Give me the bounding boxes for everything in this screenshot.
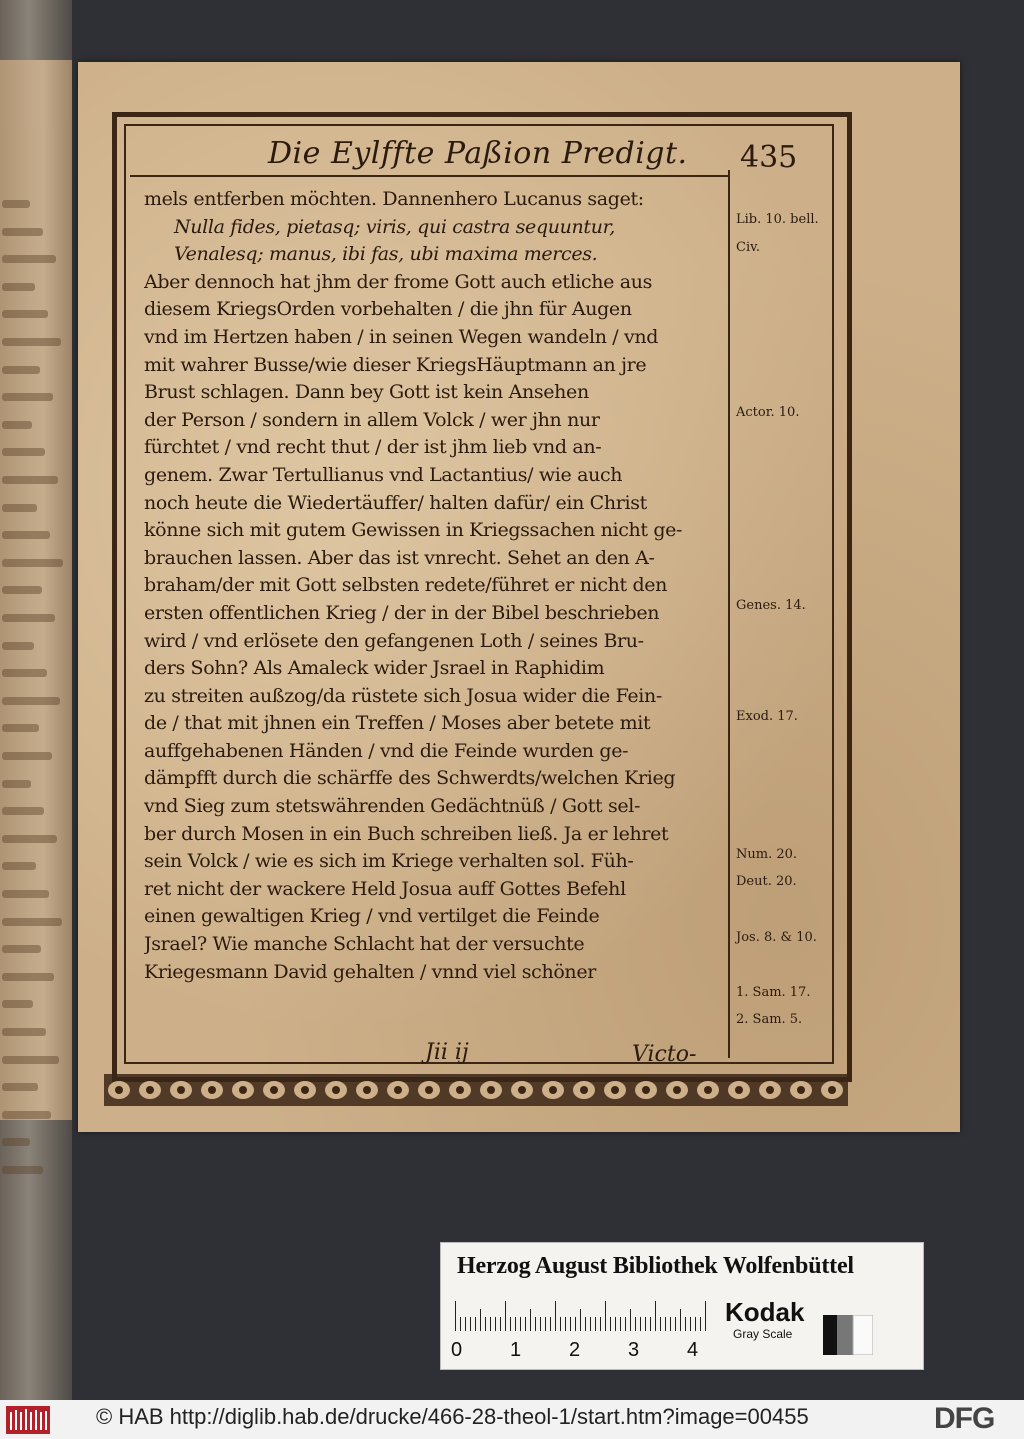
ruler-tick xyxy=(550,1317,551,1331)
ornament-dot xyxy=(580,1086,588,1094)
text-line: dämpfft durch die schärffe des Schwerdts/welchen Krieg xyxy=(144,767,676,790)
text-line: noch heute die Wiedertäuffer/ halten dafür/ ein Christ xyxy=(144,491,647,514)
ghost-text-line xyxy=(2,1083,38,1091)
marginal-note: Num. 20. xyxy=(736,846,798,862)
ruler-tick xyxy=(685,1317,686,1331)
ghost-text-line xyxy=(2,918,62,926)
text-line: Jsrael? Wie manche Schlacht hat der versuchte xyxy=(144,933,585,956)
marginal-note: 2. Sam. 5. xyxy=(736,1012,803,1028)
text-line: mit wahrer Busse/wie dieser KriegsHäuptmann an jre xyxy=(144,353,647,376)
ruler-tick xyxy=(480,1309,481,1331)
ruler-tick xyxy=(575,1317,576,1331)
ghost-text-line xyxy=(2,752,52,760)
library-label xyxy=(440,1242,924,1370)
ruler-tick xyxy=(680,1309,681,1331)
ghost-text-line xyxy=(2,504,37,512)
ruler-tick xyxy=(560,1317,561,1331)
ornament-dot xyxy=(549,1086,557,1094)
ruler-tick xyxy=(675,1317,676,1331)
ruler-tick xyxy=(625,1317,626,1331)
ruler-tick xyxy=(585,1317,586,1331)
ruler-tick xyxy=(510,1317,511,1331)
ruler-tick xyxy=(565,1317,566,1331)
ruler-tick xyxy=(465,1317,466,1331)
marginal-note: Deut. 20. xyxy=(736,874,797,890)
ornament-dot xyxy=(487,1086,495,1094)
ornament-border xyxy=(104,1070,848,1110)
ornament-dot xyxy=(239,1086,247,1094)
ruler-tick xyxy=(630,1309,631,1331)
ruler-tick xyxy=(530,1309,531,1331)
ghost-text-line xyxy=(2,228,43,236)
text-line: Venalesq; manus, ibi fas, ubi maxima merces. xyxy=(174,243,598,266)
ruler-tick xyxy=(700,1317,701,1331)
ruler-number: 3 xyxy=(628,1339,640,1361)
ruler-tick xyxy=(635,1317,636,1331)
ornament-dot xyxy=(704,1086,712,1094)
text-line: Nulla fides, pietasq; viris, qui castra sequuntur, xyxy=(174,215,615,238)
text-line: einen gewaltigen Krieg / vnd vertilget die Feinde xyxy=(144,905,600,928)
margin-rule xyxy=(728,170,730,1058)
ghost-text-line xyxy=(2,669,47,677)
footer-bar xyxy=(0,1400,1024,1439)
text-line: Aber dennoch hat jhm der frome Gott auch etliche aus xyxy=(144,270,653,293)
ghost-text-line xyxy=(2,780,31,788)
library-name: Herzog August Bibliothek Wolfenbüttel xyxy=(457,1253,854,1279)
text-line: sein Volck / wie es sich im Kriege verhalten sol. Füh- xyxy=(144,850,634,873)
ruler-tick xyxy=(615,1317,616,1331)
text-line: zu streiten außzog/da rüstete sich Josua wider die Fein- xyxy=(144,684,662,707)
ruler-tick xyxy=(500,1317,501,1331)
ruler-number: 1 xyxy=(510,1339,522,1361)
text-line: ret nicht der wackere Held Josua auff Gottes Befehl xyxy=(144,877,626,900)
ghost-text-line xyxy=(2,393,53,401)
ornament-dot xyxy=(208,1086,216,1094)
ghost-text-line xyxy=(2,945,41,953)
ghost-text-line xyxy=(2,697,60,705)
facing-page-fragment xyxy=(0,60,72,1120)
marginal-note: Actor. 10. xyxy=(736,405,800,421)
marginal-note: Civ. xyxy=(736,239,761,255)
ornament-dot xyxy=(270,1086,278,1094)
ruler-tick xyxy=(540,1317,541,1331)
ghost-text-line xyxy=(2,476,58,484)
text-line: mels entferben möchten. Dannenhero Lucanus saget: xyxy=(144,188,644,210)
ruler-tick xyxy=(620,1317,621,1331)
ruler-tick xyxy=(695,1317,696,1331)
running-title: Die Eylffte Paßion Predigt. xyxy=(268,136,688,171)
ruler-tick xyxy=(470,1317,471,1331)
text-line: Brust schlagen. Dann bey Gott ist kein Ansehen xyxy=(144,381,589,404)
ornament-dot xyxy=(797,1086,805,1094)
ruler-tick xyxy=(485,1317,486,1331)
ghost-text-line xyxy=(2,1000,33,1008)
ruler-tick xyxy=(610,1317,611,1331)
hab-logo-icon xyxy=(6,1406,50,1434)
ruler-tick xyxy=(590,1317,591,1331)
ruler-tick xyxy=(525,1317,526,1331)
ghost-text-line xyxy=(2,1138,30,1146)
ghost-text-line xyxy=(2,614,55,622)
ruler-tick xyxy=(665,1317,666,1331)
ruler-tick xyxy=(455,1301,456,1331)
ruler-tick xyxy=(570,1317,571,1331)
ornament-dot xyxy=(611,1086,619,1094)
text-line: de / that mit jhnen ein Treffen / Moses aber betete mit xyxy=(144,712,651,735)
signature-mark: Jii ij xyxy=(425,1040,469,1065)
ruler-tick xyxy=(495,1317,496,1331)
header-rule xyxy=(130,175,730,177)
ruler-tick xyxy=(515,1317,516,1331)
text-line: könne sich mit gutem Gewissen in Kriegssachen nicht ge- xyxy=(144,519,683,542)
ghost-text-line xyxy=(2,200,30,208)
ghost-text-line xyxy=(2,890,49,898)
text-line: vnd im Hertzen haben / in seinen Wegen wandeln / vnd xyxy=(144,325,659,348)
ghost-text-line xyxy=(2,531,50,539)
ruler-number: 4 xyxy=(687,1339,699,1361)
ruler-tick xyxy=(580,1309,581,1331)
ghost-text-line xyxy=(2,724,39,732)
scale-ruler xyxy=(455,1299,715,1331)
text-line: diesem KriegsOrden vorbehalten / die jhn für Augen xyxy=(144,298,632,321)
ruler-tick xyxy=(605,1301,606,1331)
ghost-text-line xyxy=(2,448,45,456)
ghost-text-line xyxy=(2,973,54,981)
ruler-tick xyxy=(690,1317,691,1331)
ghost-text-line xyxy=(2,1166,43,1174)
ruler-tick xyxy=(645,1317,646,1331)
ghost-text-line xyxy=(2,366,40,374)
ruler-tick xyxy=(535,1317,536,1331)
ghost-text-line xyxy=(2,807,44,815)
ornament-dot xyxy=(332,1086,340,1094)
text-line: der Person / sondern in allem Volck / wer jhn nur xyxy=(144,408,600,431)
marginal-note: Exod. 17. xyxy=(736,708,798,724)
ruler-tick xyxy=(655,1301,656,1331)
gray-scale-label: Gray Scale xyxy=(733,1327,793,1341)
ghost-text-line xyxy=(2,642,34,650)
dfg-logo: DFG xyxy=(934,1402,995,1435)
catchword: Victo- xyxy=(632,1042,697,1067)
ruler-tick xyxy=(505,1301,506,1331)
ruler-tick xyxy=(705,1301,706,1331)
ghost-text-line xyxy=(2,862,36,870)
ruler-tick xyxy=(650,1317,651,1331)
ruler-tick xyxy=(460,1317,461,1331)
ruler-tick xyxy=(595,1317,596,1331)
text-line: wird / vnd erlösete den gefangenen Loth / seines Bru- xyxy=(144,629,644,652)
ghost-text-line xyxy=(2,1111,51,1119)
ornament-dot xyxy=(115,1086,123,1094)
gray-scale-patch xyxy=(823,1315,873,1355)
ghost-text-line xyxy=(2,586,42,594)
text-line: ders Sohn? Als Amaleck wider Jsrael in Raphidim xyxy=(144,657,605,680)
ruler-tick xyxy=(555,1301,556,1331)
text-line: braham/der mit Gott selbsten redete/führet er nicht den xyxy=(144,574,668,597)
ornament-dot xyxy=(363,1086,371,1094)
ruler-tick xyxy=(545,1317,546,1331)
ghost-text-line xyxy=(2,338,61,346)
ghost-text-line xyxy=(2,255,56,263)
text-line: brauchen lassen. Aber das ist vnrecht. Sehet an den A- xyxy=(144,546,655,569)
ghost-text-line xyxy=(2,1056,59,1064)
ghost-text-line xyxy=(2,421,32,429)
ruler-tick xyxy=(670,1317,671,1331)
ruler-number: 2 xyxy=(569,1339,581,1361)
ruler-tick xyxy=(475,1317,476,1331)
ruler-number: 0 xyxy=(451,1339,463,1361)
marginal-note: Genes. 14. xyxy=(736,598,806,614)
ghost-text-line xyxy=(2,835,57,843)
body-text xyxy=(144,186,722,986)
ghost-text-line xyxy=(2,559,63,567)
ornament-dot xyxy=(735,1086,743,1094)
marginal-note: 1. Sam. 17. xyxy=(736,984,811,1000)
text-line: genem. Zwar Tertullianus vnd Lactantius/ wie auch xyxy=(144,463,623,486)
ornament-dot xyxy=(518,1086,526,1094)
kodak-logo: Kodak xyxy=(725,1297,805,1327)
copyright-link[interactable]: © HAB http://diglib.hab.de/drucke/466-28-theol-1/start.htm?image=00455 xyxy=(96,1404,809,1429)
text-line: ersten offentlichen Krieg / der in der Bibel beschrieben xyxy=(144,601,660,624)
ruler-tick xyxy=(640,1317,641,1331)
ornament-dot xyxy=(177,1086,185,1094)
ornament-dot xyxy=(301,1086,309,1094)
text-line: ber durch Mosen in ein Buch schreiben ließ. Ja er lehret xyxy=(144,822,669,845)
marginal-note: Lib. 10. bell. xyxy=(736,212,819,227)
ornament-dot xyxy=(146,1086,154,1094)
marginal-note: Jos. 8. & 10. xyxy=(736,929,817,945)
text-line: vnd Sieg zum stetswährenden Gedächtnüß / Gott sel- xyxy=(144,795,641,818)
ornament-dot xyxy=(425,1086,433,1094)
ghost-text-line xyxy=(2,310,48,318)
page-number: 435 xyxy=(740,140,798,175)
ornament-dot xyxy=(766,1086,774,1094)
ruler-tick xyxy=(660,1317,661,1331)
text-line: Kriegesmann David gehalten / vnnd viel schöner xyxy=(144,960,596,983)
text-line: fürchtet / vnd recht thut / der ist jhm lieb vnd an- xyxy=(144,436,602,459)
ornament-dot xyxy=(456,1086,464,1094)
ghost-text-line xyxy=(2,283,35,291)
ornament-dot xyxy=(673,1086,681,1094)
ruler-tick xyxy=(520,1317,521,1331)
ornament-dot xyxy=(394,1086,402,1094)
ghost-text-line xyxy=(2,1028,46,1036)
ruler-tick xyxy=(490,1317,491,1331)
ornament-dot xyxy=(828,1086,836,1094)
ruler-tick xyxy=(600,1317,601,1331)
text-line: auffgehabenen Händen / vnd die Feinde wurden ge- xyxy=(144,739,629,762)
ornament-dot xyxy=(642,1086,650,1094)
